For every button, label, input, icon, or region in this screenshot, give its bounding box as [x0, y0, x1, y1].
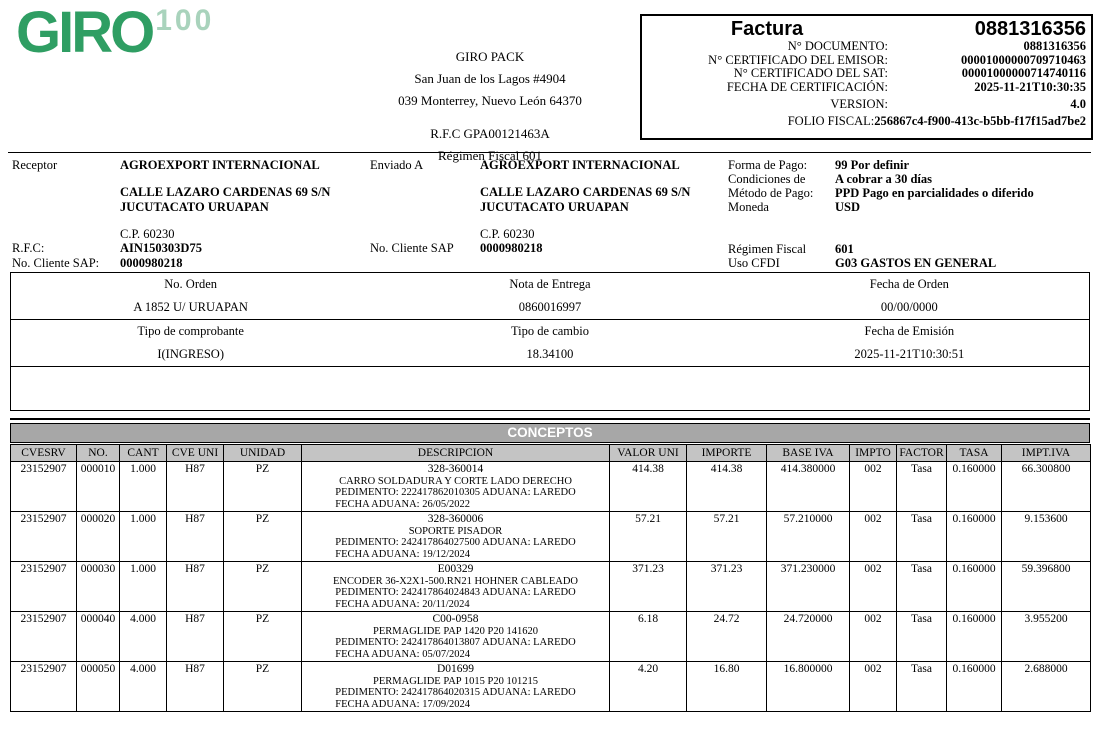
cell-importe: 371.23 [687, 562, 767, 612]
receptor-name: AGROEXPORT INTERNACIONAL [120, 158, 320, 172]
invoice-field-value: 00001000000709710463 [961, 52, 1086, 67]
order-cell: Fecha de Orden [869, 277, 949, 291]
receptor-rfc-label: R.F.C: [12, 241, 45, 255]
cell-impt_iva: 2.688000 [1002, 662, 1091, 712]
order-cell: Tipo de cambio [510, 324, 589, 338]
desc-code: 328-360014 [427, 463, 484, 475]
invoice-field [646, 98, 1086, 112]
receptor-sap: 0000980218 [120, 256, 183, 270]
cell-tasa: 0.160000 [947, 462, 1002, 512]
cell-cant: 4.000 [120, 612, 167, 662]
cell-no: 000020 [77, 512, 120, 562]
desc-customs [335, 537, 575, 560]
column-header: NO. [77, 445, 120, 462]
info-field-value: A cobrar a 30 días [835, 172, 932, 186]
cell-importe: 57.21 [687, 512, 767, 562]
order-cell: 00/00/0000 [880, 300, 938, 314]
order-cell: 18.34100 [526, 347, 574, 361]
desc-fecha-aduana: FECHA ADUANA: 20/11/2024 [335, 598, 470, 610]
company-rfc: R.F.C GPA00121463A [430, 126, 550, 141]
receptor-cp: C.P. 60230 [120, 227, 175, 241]
desc-fecha-aduana: FECHA ADUANA: 17/09/2024 [335, 698, 471, 710]
concept-row [11, 612, 1091, 662]
info-field [728, 172, 1093, 186]
invoice-field-value: 0881316356 [1023, 39, 1086, 53]
info-field-label: Régimen Fiscal [728, 242, 807, 256]
invoice-field-label: FOLIO FISCAL: [787, 113, 875, 128]
desc-name: SOPORTE PISADOR [408, 525, 503, 537]
invoice-field-value: 4.0 [1070, 96, 1086, 111]
invoice-title-row [646, 18, 1086, 40]
info-field-label: Uso CFDI [728, 256, 780, 270]
desc-fecha-aduana: FECHA ADUANA: 26/05/2022 [335, 498, 471, 510]
enviado-label: Enviado A [370, 158, 424, 172]
cell-importe: 414.38 [687, 462, 767, 512]
cell-valor_uni: 57.21 [610, 512, 687, 562]
cell-importe: 16.80 [687, 662, 767, 712]
invoice-fields [646, 40, 1086, 128]
desc-fecha-aduana: FECHA ADUANA: 05/07/2024 [335, 648, 471, 660]
concept-row [11, 562, 1091, 612]
invoice-number-box [640, 14, 1093, 140]
info-field-value: USD [835, 200, 861, 214]
desc-customs [335, 687, 575, 710]
info-field-label: Método de Pago: [728, 186, 814, 200]
info-field-label: Forma de Pago: [728, 158, 808, 172]
desc-name: CARRO SOLDADURA Y CORTE LADO DERECHO [339, 475, 572, 487]
cell-unidad: PZ [224, 612, 302, 662]
invoice-field-label: VERSION: [830, 96, 888, 111]
cell-cant: 4.000 [120, 662, 167, 712]
cell-base_iva: 24.720000 [767, 612, 850, 662]
cell-cvesrv: 23152907 [11, 512, 77, 562]
cell-cve_uni: H87 [167, 612, 224, 662]
column-header: IMPT.IVA [1002, 445, 1091, 462]
cell-base_iva: 16.800000 [767, 662, 850, 712]
spacer [330, 112, 650, 123]
desc-code: E00329 [437, 563, 474, 575]
info-field-value: PPD Pago en parcialidades o diferido [835, 186, 1034, 200]
company-name: GIRO PACK [455, 49, 525, 64]
desc-fecha-aduana: FECHA ADUANA: 19/12/2024 [335, 548, 471, 560]
info-field [728, 200, 1093, 214]
enviado-address2: JUCUTACATO URUAPAN [480, 200, 629, 214]
column-header: CANT [120, 445, 167, 462]
conceptos-table [10, 444, 1091, 712]
column-header: BASE IVA [767, 445, 850, 462]
order-row-values [11, 296, 1089, 320]
cell-cvesrv: 23152907 [11, 462, 77, 512]
cell-tasa: 0.160000 [947, 512, 1002, 562]
order-cell: Fecha de Emisión [864, 324, 955, 338]
header-divider [8, 152, 1091, 153]
order-cell: 2025-11-21T10:30:51 [854, 347, 965, 361]
info-field-value: 99 Por definir [835, 158, 910, 172]
desc-customs [335, 487, 575, 510]
cell-cant: 1.000 [120, 462, 167, 512]
desc-pedimento: PEDIMENTO: 242417864024843 ADUANA: LAREDO [335, 587, 576, 598]
company-regimen: Régimen Fiscal 601 [438, 148, 542, 163]
cell-impto: 002 [850, 662, 897, 712]
desc-pedimento: PEDIMENTO: 222417862010305 ADUANA: LAREDO [335, 487, 576, 498]
cell-tasa: 0.160000 [947, 662, 1002, 712]
order-cell: Nota de Entrega [509, 277, 591, 291]
fiscal-fields [728, 242, 1093, 270]
receptor-address2: JUCUTACATO URUAPAN [120, 200, 269, 214]
desc-name: PERMAGLIDE PAP 1015 P20 101215 [373, 675, 538, 687]
cell-importe: 24.72 [687, 612, 767, 662]
order-box [10, 272, 1090, 411]
invoice-field-value: 256867c4-f900-413c-b5bb-f17f15ad7be2 [874, 113, 1086, 128]
cell-base_iva: 371.230000 [767, 562, 850, 612]
column-header: IMPTO [850, 445, 897, 462]
giro-logo [16, 0, 215, 65]
info-field [728, 256, 1093, 270]
info-field [728, 186, 1093, 200]
cell-impto: 002 [850, 562, 897, 612]
conceptos-banner: CONCEPTOS [10, 423, 1090, 443]
cell-tasa: 0.160000 [947, 562, 1002, 612]
parties-section [0, 156, 1099, 270]
cell-descripcion [302, 612, 610, 662]
enviado-sap: 0000980218 [480, 241, 543, 255]
invoice-title: Factura [730, 18, 804, 40]
cell-cve_uni: H87 [167, 512, 224, 562]
cell-valor_uni: 6.18 [610, 612, 687, 662]
enviado-sap-label: No. Cliente SAP [370, 241, 454, 255]
cell-factor: Tasa [897, 562, 947, 612]
receptor-address1: CALLE LAZARO CARDENAS 69 S/N [120, 185, 331, 199]
receptor-sap-label: No. Cliente SAP: [12, 256, 100, 270]
cell-impt_iva: 9.153600 [1002, 512, 1091, 562]
cell-descripcion [302, 512, 610, 562]
order-cell: 0860016997 [518, 300, 582, 314]
cell-descripcion [302, 562, 610, 612]
company-address-line1: San Juan de los Lagos #4904 [414, 71, 566, 86]
enviado-cp: C.P. 60230 [480, 227, 535, 241]
conceptos-divider [10, 418, 1090, 420]
cell-impto: 002 [850, 462, 897, 512]
cell-tasa: 0.160000 [947, 612, 1002, 662]
enviado-name: AGROEXPORT INTERNACIONAL [480, 158, 680, 172]
concept-row [11, 462, 1091, 512]
cell-no: 000040 [77, 612, 120, 662]
invoice-field-label: FECHA DE CERTIFICACIÓN: [726, 79, 888, 94]
order-cell: A 1852 U/ URUAPAN [133, 300, 248, 314]
invoice-field [646, 54, 1086, 68]
cell-unidad: PZ [224, 462, 302, 512]
cell-base_iva: 414.380000 [767, 462, 850, 512]
cell-cvesrv: 23152907 [11, 662, 77, 712]
invoice-number: 0881316356 [974, 18, 1086, 40]
desc-pedimento: PEDIMENTO: 242417864013807 ADUANA: LAREDO [335, 637, 576, 648]
cell-unidad: PZ [224, 512, 302, 562]
company-header [330, 46, 650, 167]
invoice-field-label: N° DOCUMENTO: [787, 39, 888, 53]
cell-factor: Tasa [897, 512, 947, 562]
order-cell: I(INGRESO) [157, 347, 224, 361]
cell-cve_uni: H87 [167, 462, 224, 512]
info-field-label: Moneda [728, 200, 769, 214]
invoice-field-label: N° CERTIFICADO DEL EMISOR: [708, 52, 888, 67]
giro-logo-100: 100 [155, 4, 215, 37]
desc-customs [335, 637, 575, 660]
cell-no: 000030 [77, 562, 120, 612]
column-header: FACTOR [897, 445, 947, 462]
invoice-field-value: 2025-11-21T10:30:35 [974, 79, 1086, 94]
column-header: CVESRV [11, 445, 77, 462]
info-field [728, 158, 1093, 172]
cell-descripcion [302, 662, 610, 712]
cell-cant: 1.000 [120, 562, 167, 612]
order-row-labels [11, 273, 1089, 296]
giro-logo-text: GIRO [16, 0, 153, 65]
column-header: TASA [947, 445, 1002, 462]
cell-factor: Tasa [897, 662, 947, 712]
column-header: IMPORTE [687, 445, 767, 462]
cell-cve_uni: H87 [167, 662, 224, 712]
cell-cvesrv: 23152907 [11, 562, 77, 612]
payment-fields [728, 158, 1093, 214]
cell-cve_uni: H87 [167, 562, 224, 612]
receptor-rfc: AIN150303D75 [120, 241, 202, 255]
desc-code: 328-360006 [427, 513, 484, 525]
column-header: VALOR UNI [610, 445, 687, 462]
column-header: UNIDAD [224, 445, 302, 462]
conceptos-header-row [11, 445, 1091, 462]
receptor-label: Receptor [12, 158, 58, 172]
cell-unidad: PZ [224, 662, 302, 712]
company-address-line2: 039 Monterrey, Nuevo León 64370 [398, 93, 582, 108]
cell-impt_iva: 3.955200 [1002, 612, 1091, 662]
cell-descripcion [302, 462, 610, 512]
desc-name: PERMAGLIDE PAP 1420 P20 141620 [373, 625, 538, 637]
column-header: CVE UNI [167, 445, 224, 462]
desc-code: C00-0958 [432, 613, 479, 625]
desc-pedimento: PEDIMENTO: 242417864020315 ADUANA: LAREDO [335, 687, 576, 698]
cell-impto: 002 [850, 612, 897, 662]
enviado-address1: CALLE LAZARO CARDENAS 69 S/N [480, 185, 691, 199]
info-field-label: Condiciones de [728, 172, 806, 186]
cell-cant: 1.000 [120, 512, 167, 562]
invoice-field [646, 81, 1086, 95]
info-field [728, 242, 1093, 256]
cell-cvesrv: 23152907 [11, 612, 77, 662]
desc-customs [335, 587, 575, 610]
invoice-field [646, 40, 1086, 54]
info-field-value: 601 [835, 242, 854, 256]
cell-no: 000050 [77, 662, 120, 712]
cell-unidad: PZ [224, 562, 302, 612]
cell-no: 000010 [77, 462, 120, 512]
info-field-value: G03 GASTOS EN GENERAL [835, 256, 997, 270]
cell-valor_uni: 371.23 [610, 562, 687, 612]
concept-row [11, 662, 1091, 712]
invoice-field [646, 115, 1086, 129]
conceptos-body [11, 462, 1091, 712]
cell-factor: Tasa [897, 462, 947, 512]
cell-valor_uni: 414.38 [610, 462, 687, 512]
cell-valor_uni: 4.20 [610, 662, 687, 712]
cell-impt_iva: 59.396800 [1002, 562, 1091, 612]
column-header: DESCRIPCION [302, 445, 610, 462]
order-cell: Tipo de comprobante [137, 324, 244, 338]
cell-base_iva: 57.210000 [767, 512, 850, 562]
desc-name: ENCODER 36-X2X1-500.RN21 HOHNER CABLEADO [333, 575, 578, 587]
cell-factor: Tasa [897, 612, 947, 662]
cell-impto: 002 [850, 512, 897, 562]
concept-row [11, 512, 1091, 562]
desc-pedimento: PEDIMENTO: 242417864027500 ADUANA: LAREDO [335, 537, 576, 548]
order-row-labels [11, 320, 1089, 343]
order-cell: No. Orden [164, 277, 218, 291]
invoice-field [646, 67, 1086, 81]
order-row-values [11, 343, 1089, 367]
desc-code: D01699 [436, 663, 475, 675]
invoice-field-value: 00001000000714740116 [961, 66, 1086, 80]
invoice-field-label: N° CERTIFICADO DEL SAT: [733, 66, 888, 80]
cell-impt_iva: 66.300800 [1002, 462, 1091, 512]
